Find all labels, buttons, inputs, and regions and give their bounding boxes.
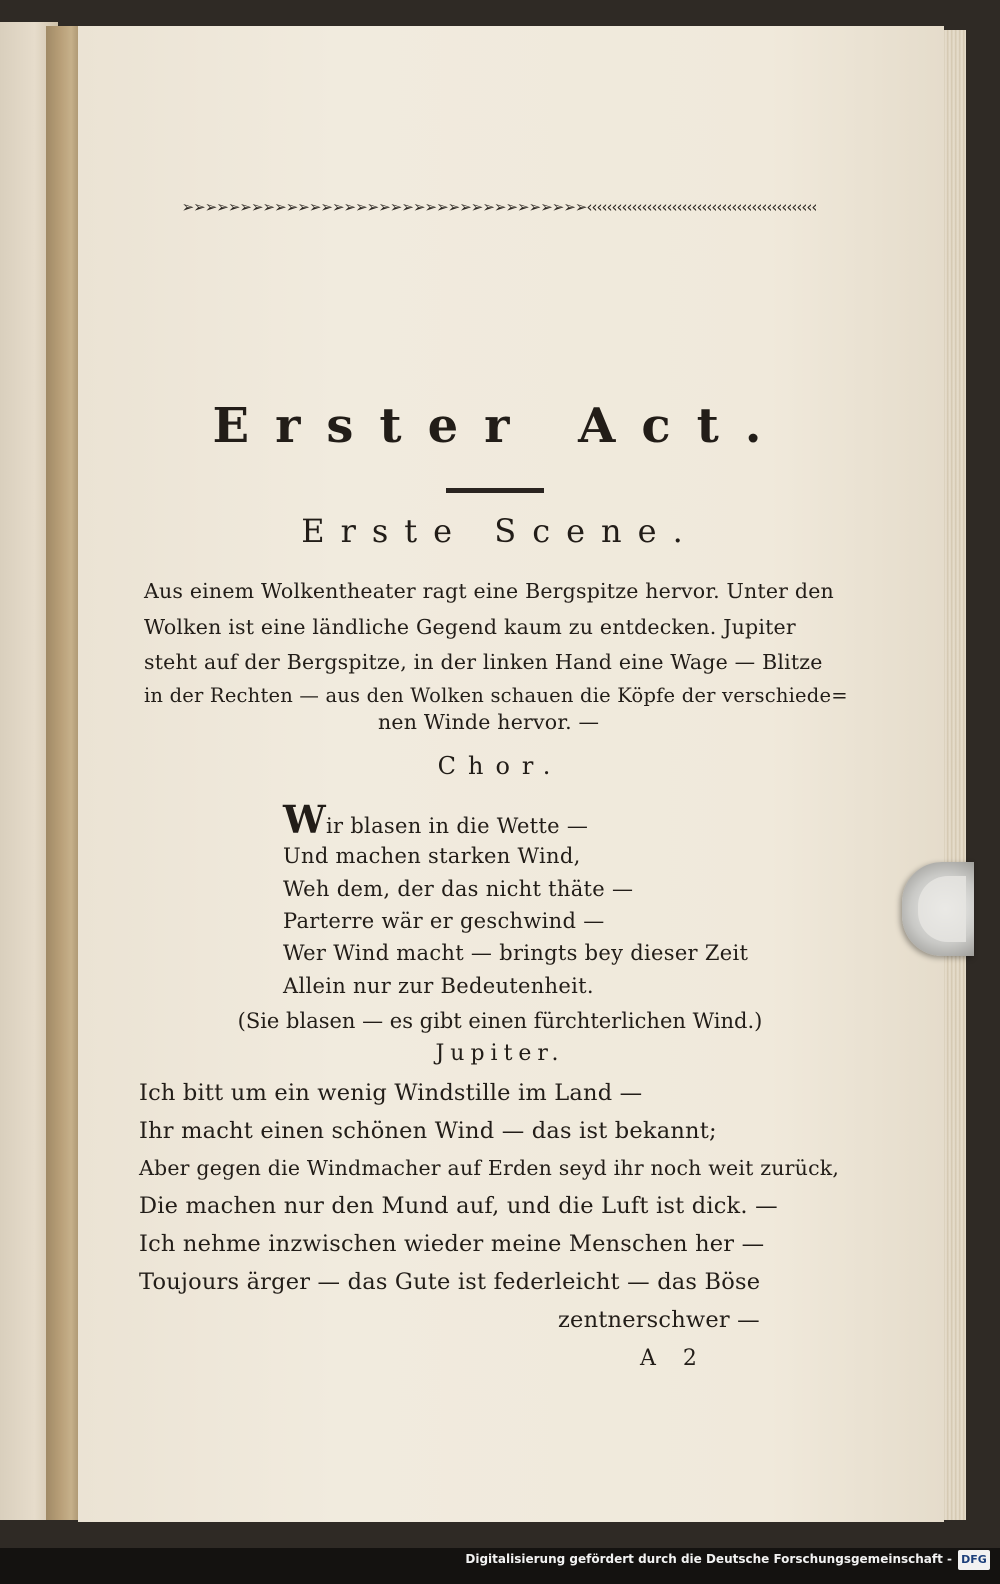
chorus-verse-line: Wer Wind macht — bringts bey dieser Zeit — [283, 941, 749, 965]
speech-line: Aber gegen die Windmacher auf Erden seyd ihr noch weit zurück, — [139, 1156, 840, 1180]
chorus-verse-line — [283, 797, 589, 842]
page-edges — [944, 30, 966, 1520]
act-title: Erster Act. — [212, 398, 788, 454]
dfg-logo: DFG — [958, 1550, 990, 1570]
title-rule — [446, 488, 544, 493]
speaker-label-jupiter: Jupiter. — [435, 1041, 565, 1066]
stage-direction-line: Aus einem Wolkentheater ragt eine Bergspitze hervor. Unter den — [144, 579, 834, 603]
drop-initial: W — [283, 797, 326, 842]
stage-direction-line: Wolken ist eine ländliche Gegend kaum zu entdecken. Jupiter — [144, 615, 796, 639]
funding-notice: Digitalisierung gefördert durch die Deutsche Forschungsgemeinschaft - — [465, 1552, 952, 1566]
speech-line: Die machen nur den Mund auf, und die Luft ist dick. — — [139, 1193, 778, 1219]
chorus-verse-line: Parterre wär er geschwind — — [283, 909, 605, 933]
chorus-verse-line: Allein nur zur Bedeutenheit. — [283, 974, 594, 998]
speaker-label-chor: Chor. — [437, 752, 563, 780]
ornament-rule: ➢➢➢➢➢➢➢➢➢➢➢➢➢➢➢➢➢➢➢➢➢➢➢➢➢➢➢➢➢➢➢➢➢➢➢‹‹‹‹‹‹‹‹‹‹‹‹‹‹‹‹‹‹‹‹‹‹‹‹‹‹‹‹‹‹‹‹‹‹‹‹‹‹‹‹‹‹‹‹‹‹ — [181, 198, 817, 216]
speech-line: Ihr macht einen schönen Wind — das ist bekannt; — [139, 1118, 717, 1144]
chorus-verse-line: Und machen starken Wind, — [283, 844, 581, 868]
stage-direction-line: nen Winde hervor. — — [378, 710, 600, 734]
stage-direction-line: in der Rechten — aus den Wolken schauen die Köpfe der verschiede= — [144, 684, 848, 707]
page-clip — [902, 862, 974, 956]
book-gutter — [46, 26, 82, 1520]
verse-text: ir blasen in die Wette — — [325, 814, 589, 838]
speech-line: Ich bitt um ein wenig Windstille im Land — — [139, 1080, 643, 1106]
scene-title: Erste Scene. — [301, 512, 699, 550]
speech-line: Toujours ärger — das Gute ist federleicht — das Böse — [139, 1269, 761, 1295]
speech-line: Ich nehme inzwischen wieder meine Menschen her — — [139, 1231, 765, 1257]
signature-mark: A 2 — [640, 1346, 707, 1371]
stage-direction-line: steht auf der Bergspitze, in der linken Hand eine Wage — Blitze — [144, 650, 823, 674]
chorus-verse-line: Weh dem, der das nicht thäte — — [283, 877, 634, 901]
speech-line: zentnerschwer — — [558, 1307, 760, 1333]
stage-direction-parenthetical: (Sie blasen — es gibt einen fürchterlichen Wind.) — [237, 1009, 763, 1033]
